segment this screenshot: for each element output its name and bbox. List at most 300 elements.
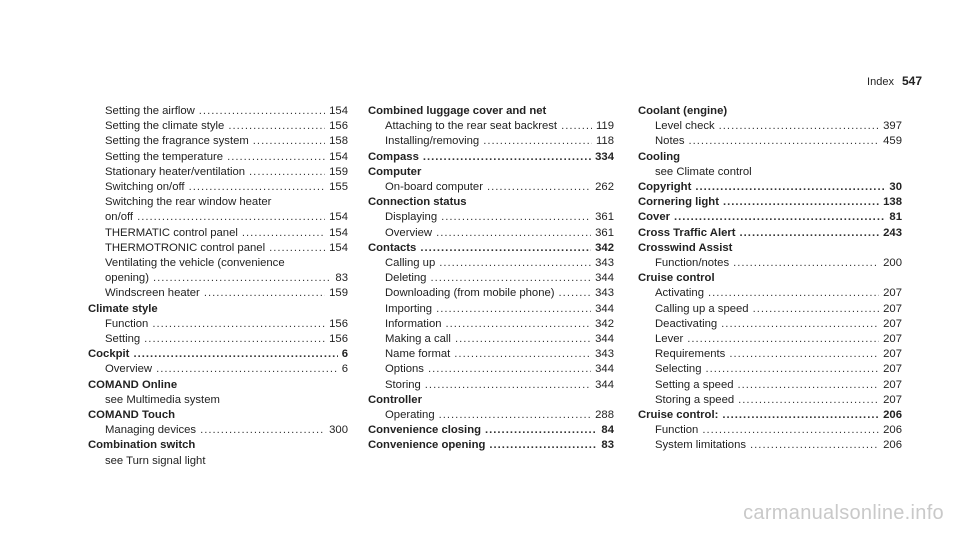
entry-text: Connection status xyxy=(368,196,467,209)
dot-leader xyxy=(153,271,331,286)
entry-text: Controller xyxy=(368,393,422,406)
entry-page-number: 334 xyxy=(595,150,614,163)
dot-leader xyxy=(487,180,591,195)
index-subentry xyxy=(88,393,348,408)
index-subentry xyxy=(638,347,902,362)
entry-page-number: 361 xyxy=(595,211,614,224)
entry-text: Calling up a speed xyxy=(655,302,749,315)
entry-text: Climate style xyxy=(88,302,158,315)
entry-page-number: 344 xyxy=(595,272,614,285)
index-subentry xyxy=(88,165,348,180)
entry-row xyxy=(88,241,348,256)
entry-text: Requirements xyxy=(655,348,726,361)
index-subentry xyxy=(88,180,348,195)
dot-leader xyxy=(674,210,885,225)
entry-text: Contacts xyxy=(368,241,417,254)
entry-page-number: 243 xyxy=(883,226,902,239)
index-subentry xyxy=(638,165,902,180)
index-heading xyxy=(368,423,614,438)
entry-text: on/off xyxy=(105,211,134,224)
entry-row xyxy=(88,104,348,119)
index-subentry xyxy=(368,134,614,149)
entry-row xyxy=(368,180,614,195)
entry-row xyxy=(368,408,614,423)
dot-leader xyxy=(729,347,879,362)
entry-row xyxy=(368,210,614,225)
dot-leader xyxy=(719,119,879,134)
entry-text-line: Ventilating the vehicle (convenience xyxy=(105,257,285,270)
entry-page-number: 206 xyxy=(883,409,902,422)
index-heading xyxy=(638,210,902,225)
dot-leader xyxy=(430,271,591,286)
dot-leader xyxy=(689,134,880,149)
entry-page-number: 207 xyxy=(883,393,902,406)
dot-leader xyxy=(249,165,325,180)
index-heading xyxy=(368,195,614,210)
entry-text: Copyright xyxy=(638,181,692,194)
entry-page-number: 344 xyxy=(595,333,614,346)
entry-text: Setting xyxy=(105,333,141,346)
index-subentry xyxy=(88,150,348,165)
entry-page-number: 6 xyxy=(341,348,348,361)
entry-text: Information xyxy=(385,317,442,330)
entry-text: Options xyxy=(385,363,424,376)
dot-leader xyxy=(137,210,325,225)
entry-text: THERMATIC control panel xyxy=(105,226,238,239)
entry-text-line: Switching the rear window heater xyxy=(105,196,272,209)
index-heading xyxy=(638,271,902,286)
entry-text: On-board computer xyxy=(385,181,483,194)
dot-leader xyxy=(722,408,879,423)
entry-text: THERMOTRONIC control panel xyxy=(105,241,266,254)
entry-page-number: 206 xyxy=(883,424,902,437)
entry-text: Attaching to the rear seat backrest xyxy=(385,120,558,133)
dot-leader xyxy=(485,423,597,438)
index-subentry xyxy=(88,195,348,225)
index-subentry xyxy=(638,423,902,438)
entry-row xyxy=(368,226,614,241)
entry-row xyxy=(638,134,902,149)
dot-leader xyxy=(253,134,325,149)
entry-page-number: 83 xyxy=(335,272,348,285)
index-heading xyxy=(638,195,902,210)
index-heading xyxy=(638,241,902,256)
entry-page-number: 342 xyxy=(595,241,614,254)
entry-page-number: 207 xyxy=(883,317,902,330)
dot-leader xyxy=(441,210,591,225)
dot-leader xyxy=(439,408,592,423)
dot-leader xyxy=(439,256,591,271)
index-heading xyxy=(368,104,614,119)
entry-row xyxy=(638,256,902,271)
index-subentry xyxy=(638,332,902,347)
entry-row xyxy=(368,347,614,362)
dot-leader xyxy=(425,378,591,393)
entry-text: Activating xyxy=(655,287,704,300)
dot-leader xyxy=(687,332,879,347)
entry-text: Setting the fragrance system xyxy=(105,135,249,148)
entry-text: Function/notes xyxy=(655,257,730,270)
dot-leader xyxy=(483,134,592,149)
entry-page-number: 155 xyxy=(329,181,348,194)
index-subentry xyxy=(638,256,902,271)
index-heading xyxy=(368,241,614,256)
entry-text: Downloading (from mobile phone) xyxy=(385,287,555,300)
entry-row xyxy=(88,150,348,165)
entry-page-number: 288 xyxy=(595,409,614,422)
index-heading xyxy=(88,378,348,393)
entry-page-number: 343 xyxy=(595,348,614,361)
index-column-1 xyxy=(88,104,348,469)
dot-leader xyxy=(753,302,880,317)
entry-text: Managing devices xyxy=(105,424,197,437)
entry-row xyxy=(88,332,348,347)
entry-text: see Turn signal light xyxy=(105,454,206,467)
entry-text: Combined luggage cover and net xyxy=(368,105,547,117)
entry-page-number: 83 xyxy=(601,439,614,452)
entry-row xyxy=(638,393,902,408)
entry-page-number: 361 xyxy=(595,226,614,239)
dot-leader xyxy=(199,104,325,119)
entry-text: Compass xyxy=(368,150,419,163)
entry-row xyxy=(368,195,614,210)
page-header xyxy=(867,74,922,88)
entry-text: Name format xyxy=(385,348,451,361)
dot-leader xyxy=(559,286,592,301)
entry-row xyxy=(88,119,348,134)
entry-row xyxy=(88,286,348,301)
entry-row xyxy=(368,271,614,286)
entry-page-number: 156 xyxy=(329,120,348,133)
index-heading xyxy=(88,438,348,453)
entry-row xyxy=(638,195,902,210)
dot-leader xyxy=(695,180,885,195)
dot-leader xyxy=(200,423,325,438)
dot-leader xyxy=(227,150,325,165)
index-subentry xyxy=(638,393,902,408)
entry-row xyxy=(368,104,614,119)
entry-page-number: 6 xyxy=(341,363,348,376)
entry-row xyxy=(88,317,348,332)
entry-page-number: 207 xyxy=(883,363,902,376)
entry-text: Deactivating xyxy=(655,317,718,330)
entry-row xyxy=(368,241,614,256)
index-heading xyxy=(88,302,348,317)
entry-row xyxy=(88,302,348,317)
entry-text: Calling up xyxy=(385,257,436,270)
entry-row xyxy=(638,180,902,195)
entry-page-number: 154 xyxy=(329,226,348,239)
entry-text: Cross Traffic Alert xyxy=(638,226,736,239)
entry-page-number: 459 xyxy=(883,135,902,148)
dot-leader xyxy=(269,241,325,256)
entry-row xyxy=(638,408,902,423)
index-subentry xyxy=(368,302,614,317)
entry-text: Windscreen heater xyxy=(105,287,200,300)
entry-page-number: 262 xyxy=(595,181,614,194)
entry-page-number: 207 xyxy=(883,302,902,315)
entry-row xyxy=(368,256,614,271)
index-heading xyxy=(88,347,348,362)
entry-page-number: 159 xyxy=(329,165,348,178)
index-subentry xyxy=(638,302,902,317)
entry-text: Cover xyxy=(638,211,671,224)
index-column-2 xyxy=(368,104,614,454)
index-subentry xyxy=(88,134,348,149)
entry-page-number: 156 xyxy=(329,333,348,346)
entry-row xyxy=(88,408,348,423)
entry-text: Displaying xyxy=(385,211,438,224)
dot-leader xyxy=(455,332,591,347)
dot-leader xyxy=(750,438,879,453)
index-subentry xyxy=(88,241,348,256)
index-heading xyxy=(368,438,614,453)
entry-text: Setting a speed xyxy=(655,378,734,391)
dot-leader xyxy=(738,378,880,393)
entry-page-number: 207 xyxy=(883,378,902,391)
entry-text: System limitations xyxy=(655,439,747,452)
entry-row xyxy=(368,332,614,347)
entry-row xyxy=(88,454,348,469)
index-subentry xyxy=(368,119,614,134)
dot-leader xyxy=(420,241,591,256)
entry-row xyxy=(88,134,348,149)
entry-row xyxy=(638,302,902,317)
entry-row xyxy=(638,438,902,453)
entry-text: see Multimedia system xyxy=(105,393,220,406)
entry-row xyxy=(638,104,902,119)
page-number: 547 xyxy=(901,74,922,88)
entry-text: Installing/removing xyxy=(385,135,480,148)
index-subentry xyxy=(88,119,348,134)
entry-page-number: 343 xyxy=(595,257,614,270)
entry-text: Coolant (engine) xyxy=(638,105,728,117)
entry-page-number: 159 xyxy=(329,287,348,300)
index-subentry xyxy=(88,332,348,347)
entry-text: Convenience closing xyxy=(368,424,481,437)
entry-text: Storing xyxy=(385,378,421,391)
entry-page-number: 207 xyxy=(883,333,902,346)
entry-text: Notes xyxy=(655,135,685,148)
index-heading xyxy=(368,150,614,165)
index-subentry xyxy=(638,119,902,134)
entry-row xyxy=(638,210,902,225)
index-subentry xyxy=(368,408,614,423)
dot-leader xyxy=(446,317,592,332)
entry-page-number: 207 xyxy=(883,348,902,361)
index-subentry xyxy=(368,256,614,271)
index-subentry xyxy=(638,362,902,377)
index-subentry xyxy=(88,104,348,119)
entry-text: Deleting xyxy=(385,272,427,285)
entry-page-number: 154 xyxy=(329,105,348,117)
entry-text: Crosswind Assist xyxy=(638,241,733,254)
entry-text: Switching on/off xyxy=(105,181,185,194)
entry-text: Making a call xyxy=(385,333,451,346)
entry-row xyxy=(368,317,614,332)
entry-page-number: 344 xyxy=(595,378,614,391)
entry-text: Cooling xyxy=(638,150,681,163)
entry-row xyxy=(368,302,614,317)
entry-row xyxy=(638,286,902,301)
index-subentry xyxy=(638,134,902,149)
entry-row xyxy=(638,347,902,362)
entry-row xyxy=(88,423,348,438)
dot-leader xyxy=(204,286,325,301)
index-subentry xyxy=(368,332,614,347)
entry-text: Setting the climate style xyxy=(105,120,225,133)
entry-page-number: 154 xyxy=(329,150,348,163)
index-subentry xyxy=(368,180,614,195)
entry-text: Lever xyxy=(655,333,684,346)
index-subentry xyxy=(88,454,348,469)
entry-text: Cruise control: xyxy=(638,409,719,422)
index-subentry xyxy=(88,362,348,377)
entry-text: Convenience opening xyxy=(368,439,486,452)
entry-row xyxy=(88,271,348,286)
entry-page-number: 158 xyxy=(329,135,348,148)
entry-row xyxy=(638,226,902,241)
entry-row xyxy=(638,150,902,165)
dot-leader xyxy=(708,286,879,301)
entry-row xyxy=(368,393,614,408)
entry-row xyxy=(88,165,348,180)
dot-leader xyxy=(489,438,597,453)
index-subentry xyxy=(368,226,614,241)
entry-page-number: 138 xyxy=(883,196,902,209)
entry-row xyxy=(368,362,614,377)
entry-page-number: 343 xyxy=(595,287,614,300)
entry-page-number: 200 xyxy=(883,257,902,270)
entry-row xyxy=(88,226,348,241)
index-subentry xyxy=(638,317,902,332)
header-label: Index xyxy=(867,76,894,88)
entry-text: Cockpit xyxy=(88,348,130,361)
entry-text: Function xyxy=(655,424,699,437)
entry-text: Level check xyxy=(655,120,715,133)
index-subentry xyxy=(368,210,614,225)
index-subentry xyxy=(88,317,348,332)
dot-leader xyxy=(423,150,591,165)
dot-leader xyxy=(733,256,879,271)
entry-page-number: 30 xyxy=(889,181,902,194)
entry-page-number: 81 xyxy=(889,211,902,224)
entry-row xyxy=(638,332,902,347)
dot-leader xyxy=(721,317,879,332)
entry-page-number: 118 xyxy=(595,135,614,148)
index-subentry xyxy=(638,438,902,453)
index-subentry xyxy=(368,286,614,301)
entry-text: Cruise control xyxy=(638,272,715,285)
index-column-3 xyxy=(638,104,902,454)
entry-row xyxy=(368,438,614,453)
entry-row xyxy=(368,119,614,134)
entry-page-number: 119 xyxy=(595,120,614,133)
index-subentry xyxy=(368,317,614,332)
dot-leader xyxy=(133,347,337,362)
index-heading xyxy=(638,104,902,119)
entry-text: Importing xyxy=(385,302,433,315)
entry-page-number: 154 xyxy=(329,211,348,224)
index-subentry xyxy=(638,378,902,393)
entry-page-number: 342 xyxy=(595,317,614,330)
entry-row xyxy=(638,165,902,180)
entry-row xyxy=(368,423,614,438)
entry-text: opening) xyxy=(105,272,149,285)
index-heading xyxy=(638,150,902,165)
dot-leader xyxy=(705,362,879,377)
entry-row xyxy=(88,438,348,453)
entry-text: COMAND Online xyxy=(88,378,178,391)
entry-page-number: 344 xyxy=(595,302,614,315)
entry-page-number: 207 xyxy=(883,287,902,300)
dot-leader xyxy=(428,362,591,377)
entry-page-number: 397 xyxy=(883,120,902,133)
entry-row xyxy=(638,362,902,377)
dot-leader xyxy=(228,119,325,134)
entry-row xyxy=(368,150,614,165)
dot-leader xyxy=(561,119,592,134)
entry-text: Function xyxy=(105,317,149,330)
entry-text: Selecting xyxy=(655,363,702,376)
index-subentry xyxy=(88,226,348,241)
index-subentry xyxy=(368,362,614,377)
entry-text: Combination switch xyxy=(88,439,196,452)
dot-leader xyxy=(454,347,591,362)
index-heading xyxy=(638,408,902,423)
entry-row xyxy=(638,119,902,134)
entry-text: COMAND Touch xyxy=(88,409,176,422)
index-heading xyxy=(88,408,348,423)
watermark: carmanualsonline.info xyxy=(743,502,944,524)
entry-row xyxy=(638,271,902,286)
entry-row xyxy=(368,134,614,149)
entry-page-number: 156 xyxy=(329,317,348,330)
dot-leader xyxy=(436,302,591,317)
entry-text: Overview xyxy=(105,363,153,376)
dot-leader xyxy=(156,362,338,377)
dot-leader xyxy=(740,226,880,241)
entry-text: Computer xyxy=(368,165,422,178)
index-subentry xyxy=(368,347,614,362)
dot-leader xyxy=(189,180,326,195)
entry-text: Cornering light xyxy=(638,196,719,209)
entry-row xyxy=(88,362,348,377)
index-heading xyxy=(368,165,614,180)
index-subentry xyxy=(368,378,614,393)
entry-row xyxy=(638,378,902,393)
entry-row xyxy=(638,317,902,332)
entry-text: Setting the airflow xyxy=(105,105,195,117)
dot-leader xyxy=(152,317,325,332)
entry-row xyxy=(368,378,614,393)
entry-text: Overview xyxy=(385,226,433,239)
dot-leader xyxy=(436,226,591,241)
entry-row xyxy=(368,286,614,301)
entry-row xyxy=(88,393,348,408)
entry-row xyxy=(638,423,902,438)
entry-text: Setting the temperature xyxy=(105,150,224,163)
index-subentry xyxy=(368,271,614,286)
entry-text: see Climate control xyxy=(655,165,752,178)
entry-text: Operating xyxy=(385,409,435,422)
entry-row xyxy=(88,347,348,362)
dot-leader xyxy=(242,226,325,241)
entry-text: Storing a speed xyxy=(655,393,735,406)
dot-leader xyxy=(702,423,879,438)
entry-row xyxy=(88,210,348,225)
dot-leader xyxy=(723,195,879,210)
